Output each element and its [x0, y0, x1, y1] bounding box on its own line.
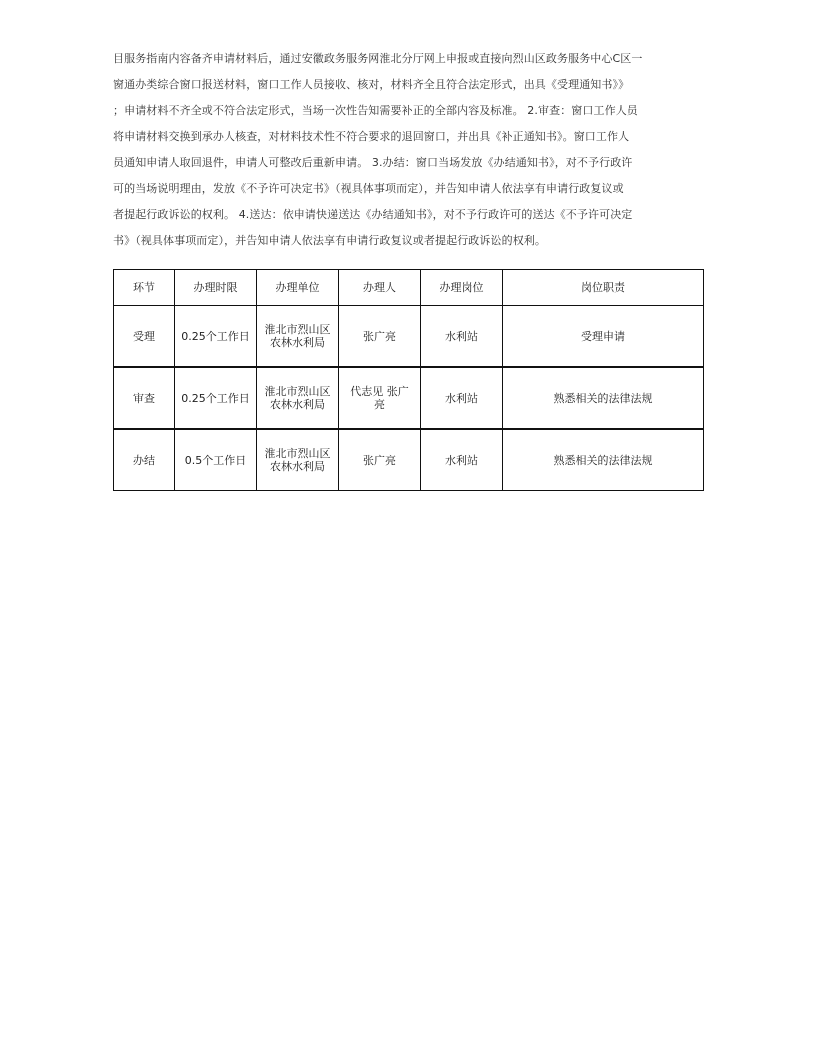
cell-duties: 熟悉相关的法律法规: [503, 429, 704, 491]
cell-duties: 受理申请: [503, 306, 704, 368]
header-unit: 办理单位: [257, 270, 339, 306]
cell-unit: 淮北市烈山区农林水利局: [257, 429, 339, 491]
paragraph-line: 员通知申请人取回退件，申请人可整改后重新申请。 3.办结：窗口当场发放《办结通知书》，对不予行政许: [113, 156, 633, 169]
cell-duties: 熟悉相关的法律法规: [503, 367, 704, 429]
paragraph-line: 书》（视具体事项而定），并告知申请人依法享有申请行政复议或者提起行政诉讼的权利。: [113, 234, 546, 247]
header-duties: 岗位职责: [503, 270, 704, 306]
cell-stage: 受理: [114, 306, 175, 368]
header-post: 办理岗位: [421, 270, 503, 306]
paragraph-line: 窗通办类综合窗口报送材料，窗口工作人员接收、核对，材料齐全且符合法定形式，出具《受理通知书》》: [113, 78, 630, 91]
cell-time-limit: 0.25个工作日: [175, 306, 257, 368]
paragraph-line: 目服务指南内容备齐申请材料后，通过安徽政务服务网淮北分厅网上申报或直接向烈山区政务服务中心C区一: [113, 52, 643, 65]
cell-handler: 代志见 张广亮: [339, 367, 421, 429]
paragraph-line: 可的当场说明理由，发放《不予许可决定书》（视具体事项而定），并告知申请人依法享有申请行政复议或: [113, 182, 624, 195]
cell-post: 水利站: [421, 306, 503, 368]
cell-post: 水利站: [421, 429, 503, 491]
cell-time-limit: 0.25个工作日: [175, 367, 257, 429]
table-row: [114, 429, 704, 491]
header-time-limit: 办理时限: [175, 270, 257, 306]
table-header-row: [114, 270, 704, 306]
cell-time-limit: 0.5个工作日: [175, 429, 257, 491]
process-table: [113, 269, 704, 491]
header-stage: 环节: [114, 270, 175, 306]
paragraph-line: ；申请材料不齐全或不符合法定形式，当场一次性告知需要补正的全部内容及标准。 2.审查：窗口工作人员: [113, 104, 638, 117]
cell-stage: 审查: [114, 367, 175, 429]
cell-handler: 张广亮: [339, 306, 421, 368]
cell-unit: 淮北市烈山区农林水利局: [257, 367, 339, 429]
header-handler: 办理人: [339, 270, 421, 306]
cell-post: 水利站: [421, 367, 503, 429]
cell-stage: 办结: [114, 429, 175, 491]
procedure-paragraph: [113, 46, 705, 254]
table-row: [114, 367, 704, 429]
paragraph-line: 将申请材料交换到承办人核查，对材料技术性不符合要求的退回窗口，并出具《补正通知书》。窗口工作人: [113, 130, 630, 143]
table-row: [114, 306, 704, 368]
cell-unit: 淮北市烈山区农林水利局: [257, 306, 339, 368]
cell-handler: 张广亮: [339, 429, 421, 491]
paragraph-line: 者提起行政诉讼的权利。 4.送达：依申请快递送达《办结通知书》，对不予行政许可的送达《不予许可决定: [113, 208, 633, 221]
